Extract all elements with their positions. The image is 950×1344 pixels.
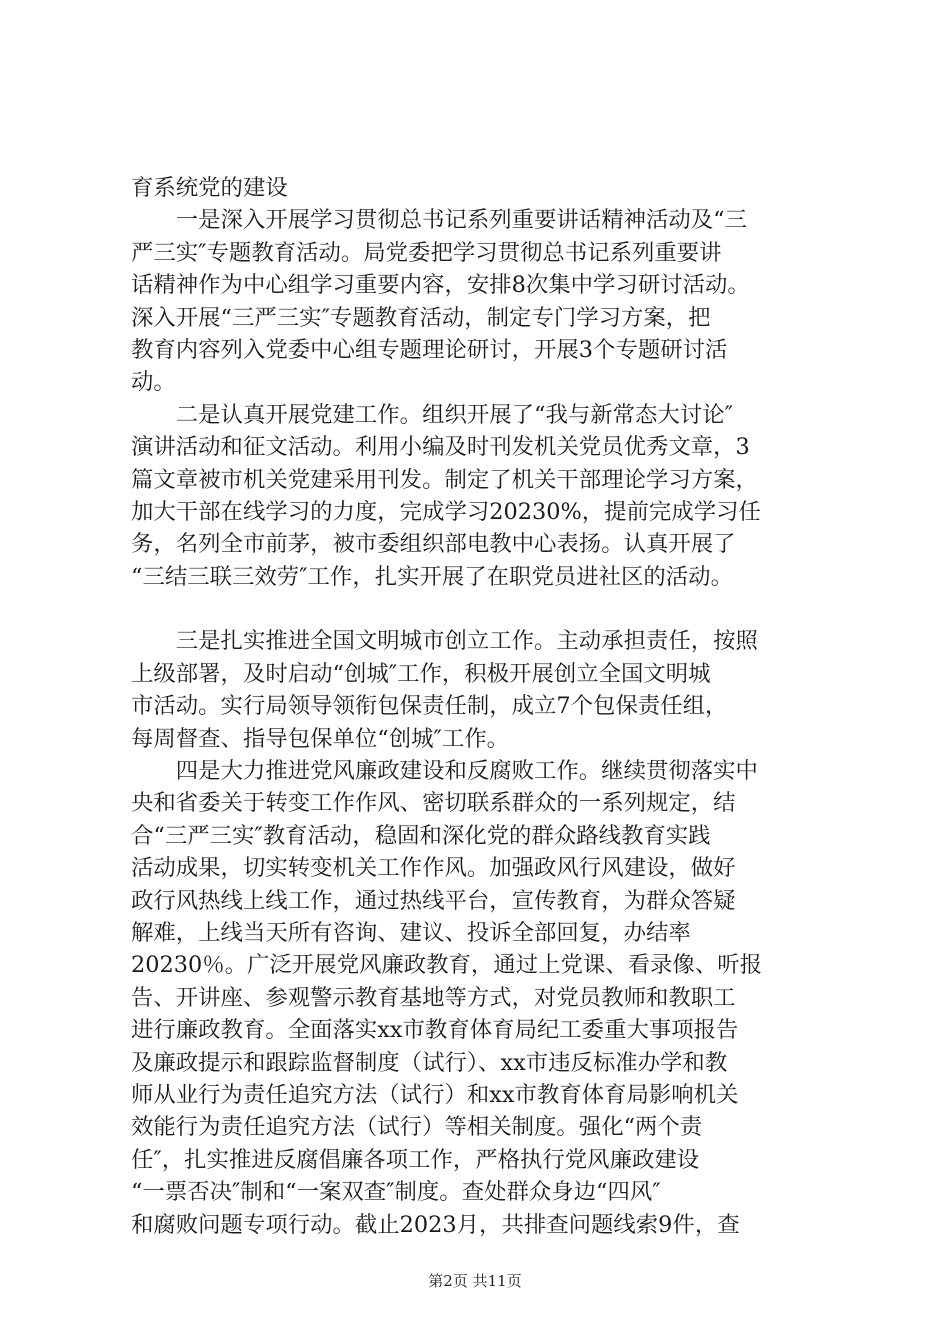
- text-line: 话精神作为中心组学习重要内容，安排8次集中学习研讨活动。: [131, 272, 750, 299]
- text-line: 三是扎实推进全国文明城市创立工作。主动承担责任，按照: [131, 628, 758, 655]
- text-line: 加大干部在线学习的力度，完成学习20230%，提前完成学习任: [131, 498, 761, 525]
- text-line: 严三实″专题教育活动。局党委把学习贯彻总书记系列重要讲: [131, 239, 722, 266]
- text-line: 和腐败问题专项行动。截止2023月，共排查问题线索9件，查: [131, 1211, 740, 1238]
- text-line: 演讲活动和征文活动。利用小编及时刊发机关党员优秀文章，3: [131, 434, 750, 461]
- text-line: 每周督查、指导包保单位“创城″工作。: [131, 725, 510, 752]
- text-line: 任″，扎实推进反腐倡廉各项工作，严格执行党风廉政建设: [131, 1146, 700, 1173]
- text-line: 效能行为责任追究方法（试行）等相关制度。强化“两个责: [131, 1114, 703, 1141]
- text-line: 央和省委关于转变工作作风、密切联系群众的一系列规定，结: [131, 790, 736, 817]
- text-line: 深入开展“三严三实″专题教育活动，制定专门学习方案，把: [131, 304, 711, 331]
- text-line: “一票否决″制和“一案双查″制度。查处群众身边“四风″: [131, 1179, 661, 1206]
- text-line: 二是认真开展党建工作。组织开展了“我与新常态大讨论″: [131, 401, 733, 428]
- document-body: [131, 172, 831, 1241]
- text-line: 育系统党的建设: [131, 175, 288, 201]
- blank-line: [131, 593, 831, 625]
- text-line: 政行风热线上线工作，通过热线平台，宣传教育，为群众答疑: [131, 887, 736, 914]
- text-line: 师从业行为责任追究方法（试行）和xx市教育体育局影响机关: [131, 1081, 739, 1108]
- text-line: 告、开讲座、参观警示教育基地等方式，对党员教师和教职工: [131, 984, 736, 1011]
- text-line: 动。: [131, 369, 176, 396]
- text-line: 篇文章被市机关党建采用刊发。制定了机关干部理论学习方案，: [131, 466, 758, 493]
- text-line: 市活动。实行局领导领衔包保责任制，成立7个包保责任组，: [131, 693, 728, 720]
- page-number: 第2页 共11页: [428, 1272, 522, 1290]
- text-line: 务，名列全市前茅，被市委组织部电教中心表扬。认真开展了: [131, 531, 736, 558]
- text-line: 活动成果，切实转变机关工作作风。加强政风行风建设，做好: [131, 855, 736, 882]
- text-line: 合“三严三实″教育活动，稳固和深化党的群众路线教育实践: [131, 822, 711, 849]
- text-line: 进行廉政教育。全面落实xx市教育体育局纪工委重大事项报告: [131, 1017, 739, 1044]
- text-line: 及廉政提示和跟踪监督制度（试行）、xx市违反标准办学和教: [131, 1049, 728, 1076]
- text-line: 上级部署，及时启动“创城″工作，积极开展创立全国文明城: [131, 660, 711, 687]
- text-line: 一是深入开展学习贯彻总书记系列重要讲话精神活动及“三: [131, 207, 747, 234]
- text-line: 教育内容列入党委中心组专题理论研讨，开展3个专题研讨活: [131, 336, 728, 363]
- text-line: “三结三联三效劳″工作，扎实开展了在职党员进社区的活动。: [131, 563, 733, 590]
- text-line: 四是大力推进党风廉政建设和反腐败工作。继续贯彻落实中: [131, 758, 758, 785]
- text-line: 20230％。广泛开展党风廉政教育，通过上党课、看录像、听报: [131, 952, 762, 979]
- text-line: 解难，上线当天所有咨询、建议、投诉全部回复，办结率: [131, 919, 691, 946]
